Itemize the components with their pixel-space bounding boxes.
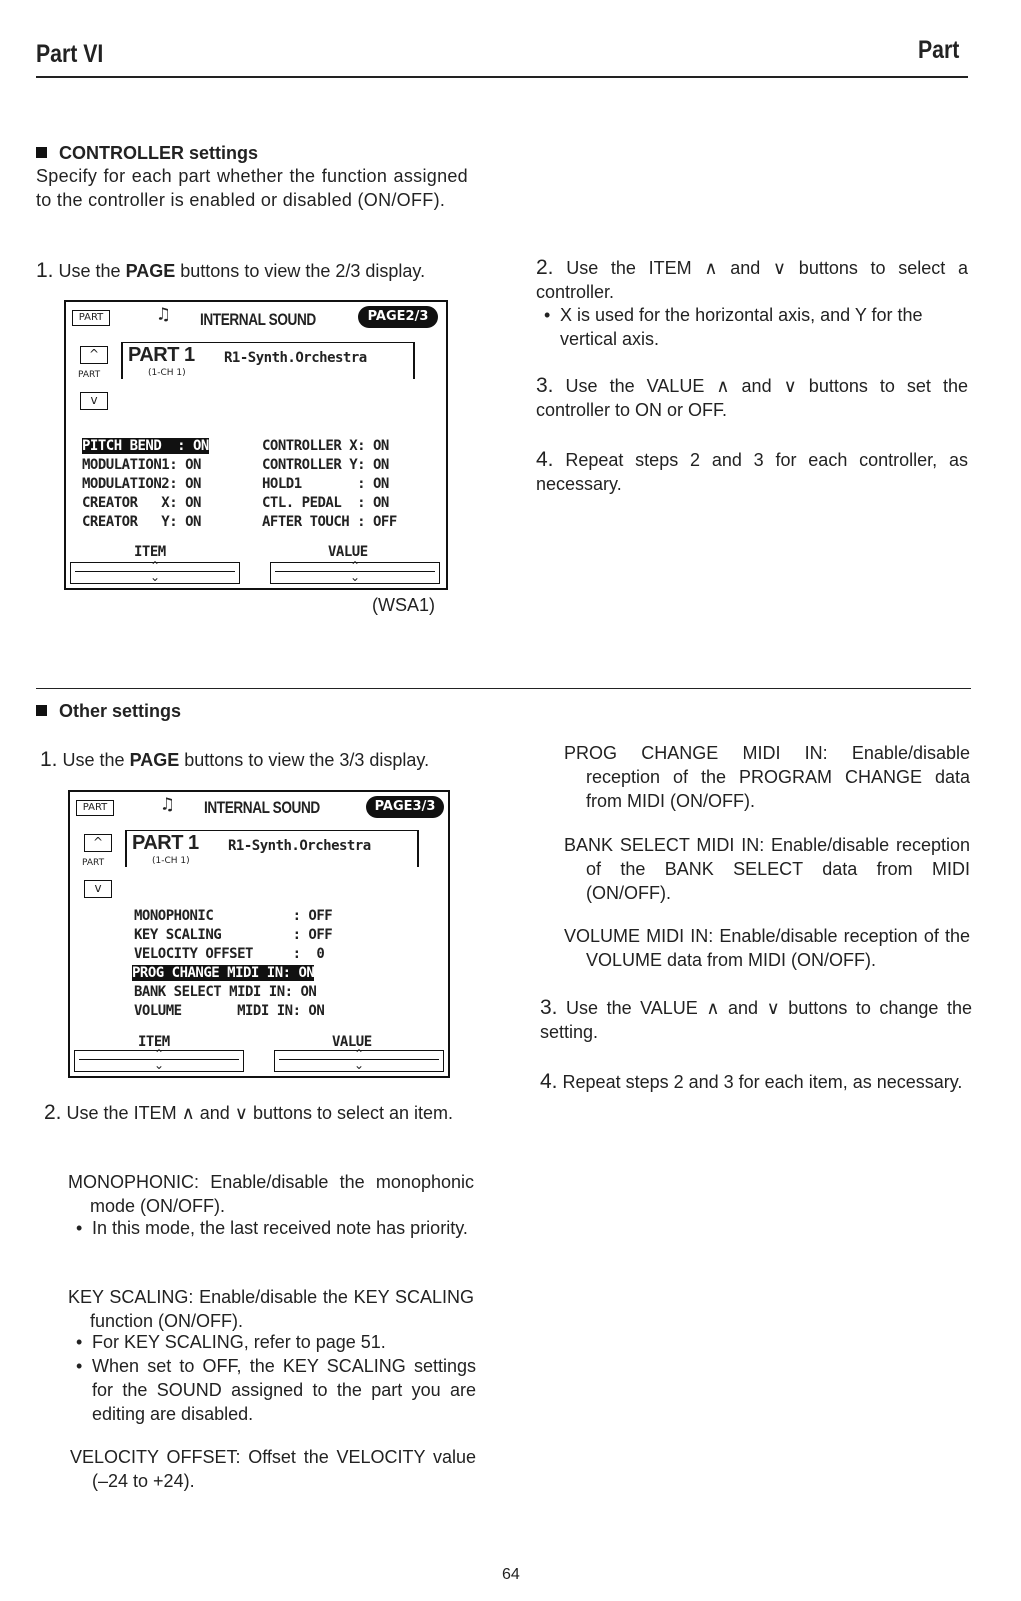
channel: (1-CH 1): [148, 368, 186, 378]
volume-definition: VOLUME MIDI IN: Enable/disable reception of the VOLUME data from MIDI (ON/OFF).: [564, 926, 970, 970]
part-label: PART 1: [132, 832, 199, 854]
lcd-screen-page2: [64, 300, 448, 590]
page-indicator: PAGE3/3: [366, 796, 444, 818]
updown-icon: ⌃ ⌄: [353, 1047, 365, 1072]
param-row-selected[interactable]: PROG CHANGE MIDI IN: ON: [132, 965, 315, 981]
header-left: Part VI: [36, 40, 104, 68]
lcd-screen-page3: [68, 790, 450, 1078]
other-step1: 1. Use the PAGE buttons to view the 3/3 display.: [40, 748, 430, 771]
screen-caption: (WSA1): [372, 595, 435, 615]
channel: (1-CH 1): [152, 856, 190, 866]
controller-step2: 2. Use the ITEM ∧ and ∨ buttons to select a controller.: [536, 256, 968, 302]
part-tab: PART: [76, 800, 114, 816]
updown-icon: ⌃ ⌄: [153, 1047, 165, 1072]
part-down-button[interactable]: v: [84, 880, 112, 898]
sound-icon: ♫: [162, 794, 173, 815]
param-row[interactable]: MODULATION2: ON: [82, 476, 201, 492]
param-row[interactable]: BANK SELECT MIDI IN: ON: [134, 984, 317, 1000]
part-down-button[interactable]: v: [80, 392, 108, 410]
item-slider[interactable]: [74, 1047, 244, 1072]
part-small-label: PART: [78, 370, 101, 380]
key-bullet-1: • For KEY SCALING, refer to page 51.: [76, 1332, 386, 1352]
param-row[interactable]: VOLUME MIDI IN: ON: [134, 1003, 325, 1019]
other-step4: 4. Repeat steps 2 and 3 for each item, as necessary.: [540, 1070, 963, 1093]
updown-icon: ⌃ ⌄: [149, 559, 161, 584]
param-row-selected[interactable]: PITCH BEND : ON: [82, 438, 209, 454]
sound-icon: ♫: [158, 304, 169, 325]
key-definition: KEY SCALING: Enable/disable the KEY SCALING function (ON/OFF).: [68, 1287, 474, 1331]
sound-name: R1-Synth.Orchestra: [228, 838, 371, 854]
controller-intro: Specify for each part whether the function assigned to the controller is enabled or disabled (ON/OFF).: [36, 166, 468, 210]
section-divider: [36, 688, 971, 689]
param-row[interactable]: KEY SCALING : OFF: [134, 927, 333, 943]
item-label: ITEM: [134, 544, 166, 560]
key-bullet-2: • When set to OFF, the KEY SCALING settings for the SOUND assigned to the part you are editing are disabled.: [76, 1356, 476, 1424]
param-row[interactable]: MODULATION1: ON: [82, 457, 201, 473]
page-number: 64: [502, 1566, 520, 1583]
other-heading: Other settings: [36, 701, 181, 722]
param-row[interactable]: HOLD1 : ON: [262, 476, 389, 492]
bank-definition: BANK SELECT MIDI IN: Enable/disable reception of the BANK SELECT data from MIDI (ON/OFF).: [564, 835, 970, 903]
param-row[interactable]: CREATOR Y: ON: [82, 514, 201, 530]
sound-name: R1-Synth.Orchestra: [224, 350, 367, 366]
param-row[interactable]: CONTROLLER X: ON: [262, 438, 389, 454]
param-row[interactable]: CREATOR X: ON: [82, 495, 201, 511]
param-row[interactable]: AFTER TOUCH : OFF: [262, 514, 397, 530]
other-step3: 3. Use the VALUE ∧ and ∨ buttons to change the setting.: [540, 996, 972, 1042]
mono-definition: MONOPHONIC: Enable/disable the monophonic mode (ON/OFF).: [68, 1172, 474, 1216]
mono-bullet: • In this mode, the last received note has priority.: [76, 1218, 468, 1238]
param-row[interactable]: VELOCITY OFFSET : 0: [134, 946, 325, 962]
controller-step1: 1. Use the PAGE buttons to view the 2/3 display.: [36, 259, 426, 282]
value-label: VALUE: [332, 1034, 372, 1050]
header-right: Part: [918, 36, 960, 64]
value-slider[interactable]: [270, 559, 440, 584]
param-row[interactable]: CONTROLLER Y: ON: [262, 457, 389, 473]
value-label: VALUE: [328, 544, 368, 560]
controller-heading: CONTROLLER settings: [36, 143, 258, 164]
other-step2: 2. Use the ITEM ∧ and ∨ buttons to select an item.: [44, 1101, 454, 1124]
value-slider[interactable]: [274, 1047, 444, 1072]
item-label: ITEM: [138, 1034, 170, 1050]
controller-step3: 3. Use the VALUE ∧ and ∨ buttons to set the controller to ON or OFF.: [536, 374, 968, 420]
updown-icon: ⌃ ⌄: [349, 559, 361, 584]
part-up-button[interactable]: ^: [80, 346, 108, 364]
header-rule: [36, 76, 968, 78]
part-up-button[interactable]: ^: [84, 834, 112, 852]
part-tab: PART: [72, 310, 110, 326]
controller-step4: 4. Repeat steps 2 and 3 for each controller, as necessary.: [536, 448, 968, 494]
page-indicator: PAGE2/3: [358, 306, 438, 328]
screen-title: INTERNAL SOUND: [200, 310, 316, 329]
part-label: PART 1: [128, 344, 195, 366]
item-slider[interactable]: [70, 559, 240, 584]
part-small-label: PART: [82, 858, 105, 868]
controller-step2-bullet: • X is used for the horizontal axis, and Y for the vertical axis.: [544, 305, 923, 349]
param-row[interactable]: MONOPHONIC : OFF: [134, 908, 333, 924]
velocity-definition: VELOCITY OFFSET: Offset the VELOCITY value (–24 to +24).: [70, 1447, 476, 1491]
screen-title: INTERNAL SOUND: [204, 798, 320, 817]
param-row[interactable]: CTL. PEDAL : ON: [262, 495, 389, 511]
prog-definition: PROG CHANGE MIDI IN: Enable/disable reception of the PROGRAM CHANGE data from MIDI (ON/OFF).: [564, 743, 970, 811]
